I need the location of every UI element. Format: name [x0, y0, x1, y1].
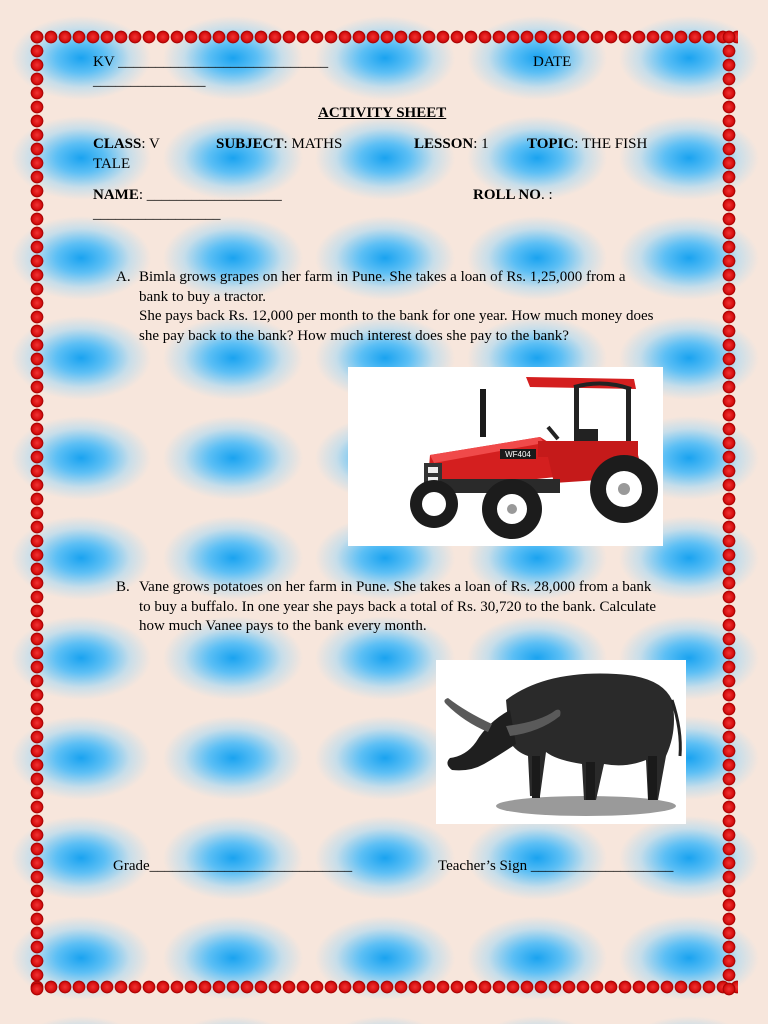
question-line: Vane grows potatoes on her farm in Pune. She takes a loan of Rs. 28,000 from a bank [139, 579, 652, 595]
lesson-value: : 1 [473, 136, 489, 152]
topic-field [527, 135, 647, 155]
decorative-border-right [722, 30, 738, 996]
date-line: _______________ [93, 73, 206, 89]
question-line: She pays back Rs. 12,000 per month to the bank for one year. How much money does [139, 308, 654, 324]
roll-no-field [473, 186, 553, 206]
page-title: ACTIVITY SHEET [318, 105, 447, 121]
tractor-image [348, 367, 663, 546]
lesson-label: LESSON [414, 136, 474, 152]
decorative-border-top [30, 30, 738, 46]
tractor-badge-text: WF404 [505, 450, 531, 459]
question-line: how much Vanee pays to the bank every month. [139, 618, 427, 634]
question-line: she pay back to the bank? How much interest does she pay to the bank? [139, 327, 569, 344]
roll-no-suffix: . : [540, 187, 553, 203]
question-line: bank to buy a tractor. [139, 288, 267, 305]
kv-field: KV ____________________________ [93, 54, 329, 70]
lesson-field [414, 135, 489, 155]
buffalo-icon [436, 660, 686, 824]
roll-no-line: _________________ [93, 206, 221, 222]
subject-field [216, 135, 342, 155]
name-line: : __________________ [138, 187, 282, 203]
question-marker: B. [116, 579, 130, 595]
question-marker: A. [116, 269, 131, 285]
question-text [139, 268, 684, 346]
name-label: NAME [93, 187, 139, 203]
class-value: : V [141, 136, 160, 152]
teacher-sign-field: Teacher’s Sign ___________________ [438, 858, 674, 874]
topic-value: : THE FISH [574, 136, 648, 152]
topic-label: TOPIC [527, 136, 575, 152]
date-label: DATE [533, 54, 572, 70]
subject-value: : MATHS [283, 136, 343, 152]
decorative-border-left [30, 30, 46, 996]
name-field [93, 186, 282, 206]
question-line: Bimla grows grapes on her farm in Pune. She takes a loan of Rs. 1,25,000 from a [139, 269, 626, 285]
class-label: CLASS [93, 136, 142, 152]
decorative-border-bottom [30, 980, 738, 996]
question-text [139, 578, 684, 637]
question-line: to buy a buffalo. In one year she pays back a total of Rs. 30,720 to the bank. Calculate [139, 598, 657, 615]
grade-field: Grade___________________________ [113, 858, 353, 874]
buffalo-image [436, 660, 686, 824]
topic-continuation: TALE [93, 156, 131, 172]
class-field [93, 135, 160, 155]
tractor-icon [348, 367, 663, 546]
subject-label: SUBJECT [216, 136, 284, 152]
roll-no-label: ROLL NO [473, 187, 541, 203]
